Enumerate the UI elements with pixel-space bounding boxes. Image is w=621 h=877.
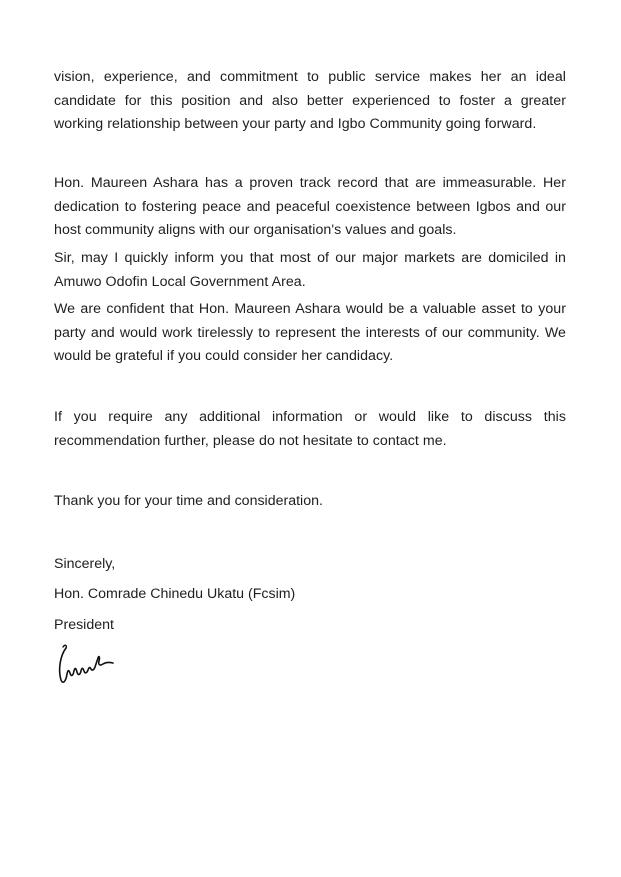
handwritten-signature [52,640,122,690]
paragraph-confidence: We are confident that Hon. Maureen Ashara would be a valuable asset to your party and would work tirelessly to represent the interests of our community. We would be grateful if you could consider her candidacy. [54,301,566,364]
signatory-name: Hon. Comrade Chinedu Ukatu (Fcsim) [54,586,296,602]
paragraph-contact: If you require any additional information or would like to discuss this recommendation further, please do not hesitate to contact me. [54,409,566,449]
paragraph-thanks: Thank you for your time and consideration. [54,493,323,509]
paragraph-markets: Sir, may I quickly inform you that most of our major markets are domiciled in Amuwo Odofin Local Government Area. [54,250,566,290]
paragraph-track-record: Hon. Maureen Ashara has a proven track record that are immeasurable. Her dedication to fostering peace and peaceful coexistence between Igbos and our host community aligns with our organisation's values and goals. [54,175,566,238]
paragraph-candidate-qualities: vision, experience, and commitment to public service makes her an ideal candidate for this position and also better experienced to foster a greater working relationship between your party and Igbo Community going forward. [54,69,566,132]
closing-salutation: Sincerely, [54,556,116,572]
signatory-title: President [54,617,114,633]
